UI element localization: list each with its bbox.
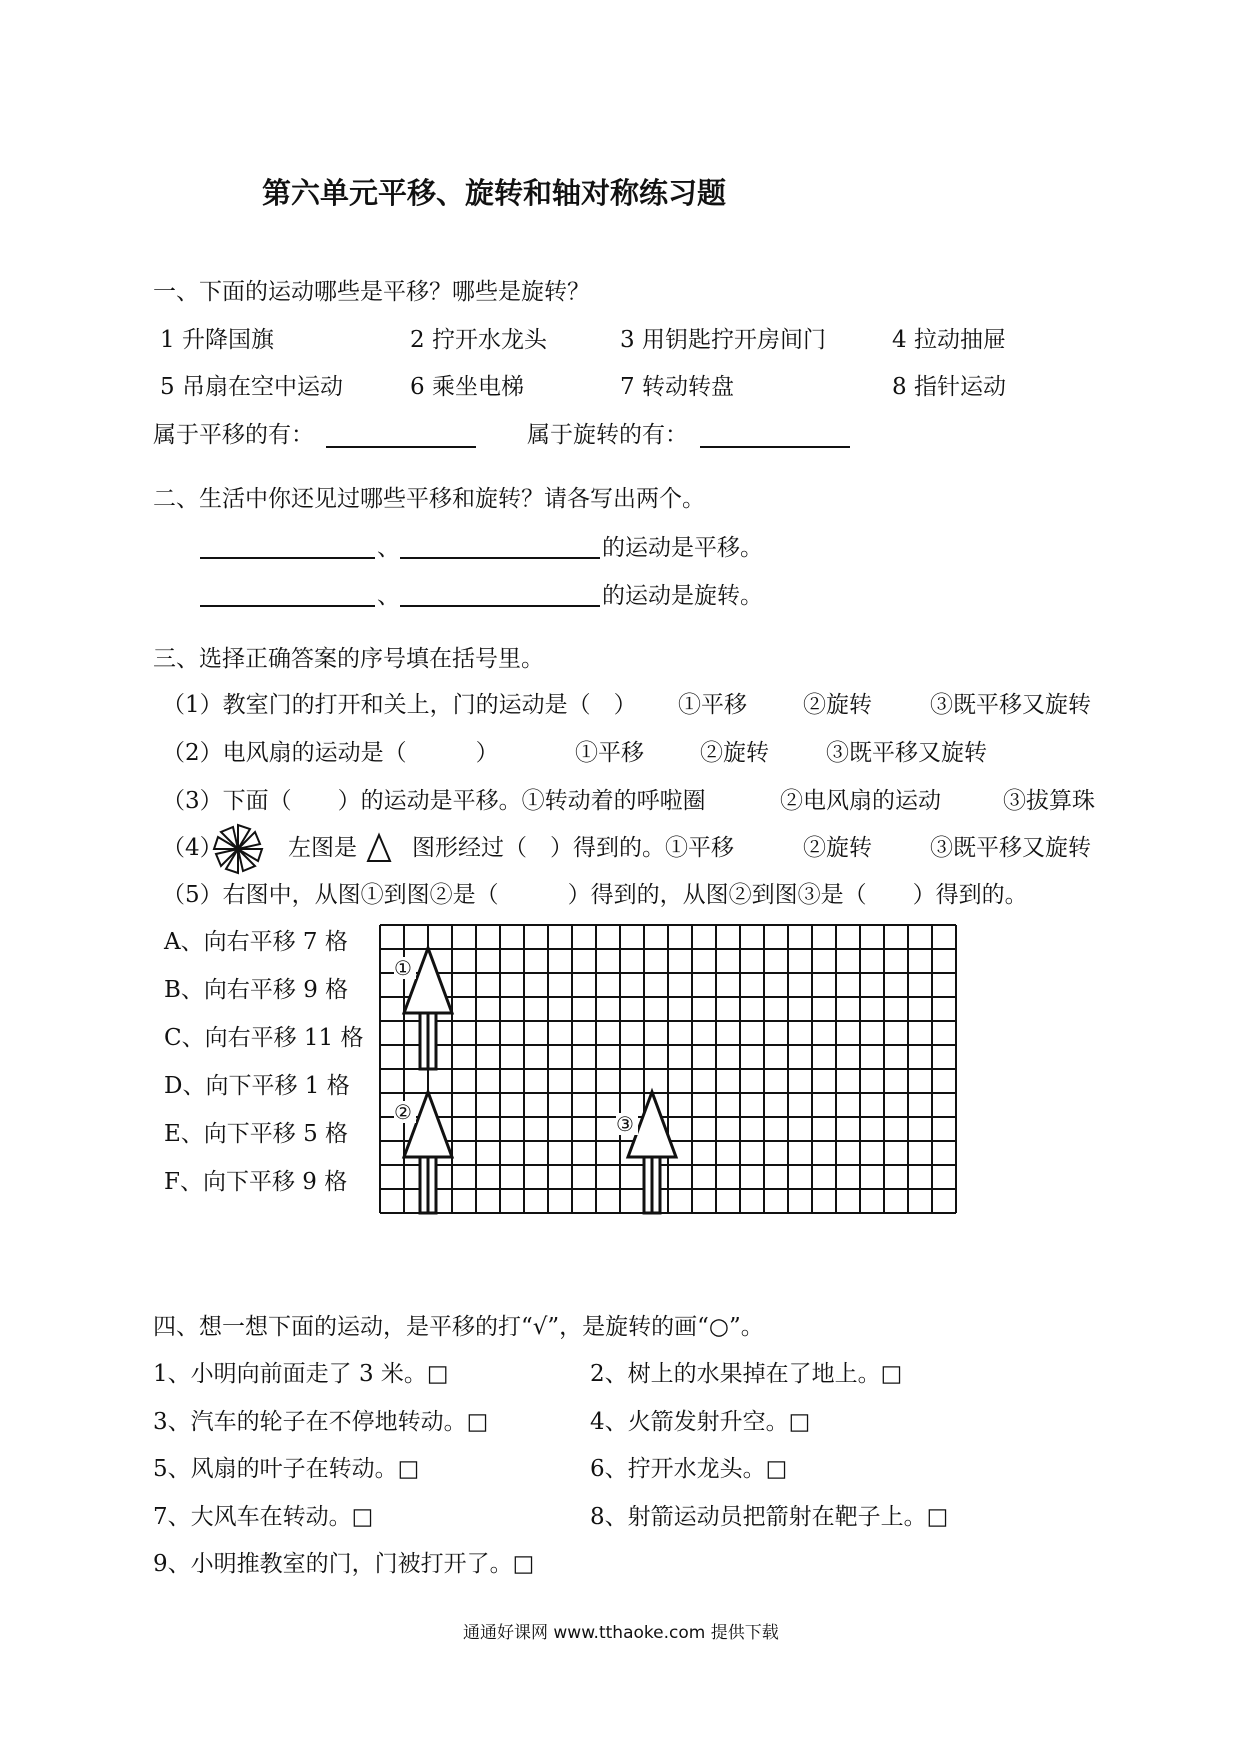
s4-item-8[interactable]: 8、射箭运动员把箭射在靶子上。□ [590,1504,949,1530]
q5-stem: （5）右图中，从图①到图②是（ ）得到的，从图②到图③是（ ）得到的。 [162,882,1028,908]
q3-option-2: ②电风扇的运动 [780,788,941,814]
translation-example-1-blank[interactable] [200,557,375,559]
pinwheel-figure [212,823,264,875]
page-title: 第六单元平移、旋转和轴对称练习题 [262,176,727,210]
q1-option-3: ③既平移又旋转 [930,692,1091,718]
s1-item-8: 8 指针运动 [892,374,1006,400]
footer-download-note: 通通好课网 www.tthaoke.com 提供下载 [463,1623,779,1643]
q3-option-3: ③拔算珠 [1003,788,1095,814]
section1-heading: 一、下面的运动哪些是平移？哪些是旋转？ [153,279,590,305]
translation-answer-blank[interactable] [326,446,476,448]
s4-item-1[interactable]: 1、小明向前面走了 3 米。□ [153,1361,449,1387]
s1-item-5: 5 吊扇在空中运动 [160,374,343,400]
choice-d: D、向下平移 1 格 [164,1073,350,1099]
s4-item-6[interactable]: 6、拧开水龙头。□ [590,1456,788,1482]
s1-item-4: 4 拉动抽屉 [892,327,1006,353]
s4-item-2[interactable]: 2、树上的水果掉在了地上。□ [590,1361,903,1387]
s4-item-9[interactable]: 9、小明推教室的门，门被打开了。□ [153,1551,535,1577]
choice-b: B、向右平移 9 格 [164,977,349,1003]
rotation-example-1-blank[interactable] [200,605,375,607]
triangle-figure [366,833,392,863]
translation-example-2-blank[interactable] [400,557,600,559]
s4-item-4[interactable]: 4、火箭发射升空。□ [590,1409,811,1435]
s4-item-5[interactable]: 5、风扇的叶子在转动。□ [153,1456,420,1482]
q2-option-3: ③既平移又旋转 [826,740,987,766]
grid-lines [380,925,956,1213]
grid-label-3: ③ [616,1112,634,1136]
s1-item-6: 6 乘坐电梯 [410,374,524,400]
rotation-example-2-blank[interactable] [400,605,600,607]
grid-label-2: ② [394,1100,412,1124]
grid-label-1: ① [394,956,412,980]
rotation-answer-blank[interactable] [700,446,850,448]
translation-grid [380,925,955,1225]
q4-option-3: ③既平移又旋转 [930,835,1091,861]
q4-number: （4） [162,835,223,861]
rotation-suffix: 的运动是旋转。 [602,583,763,609]
q1-option-2: ②旋转 [803,692,872,718]
s4-item-3[interactable]: 3、汽车的轮子在不停地转动。□ [153,1409,489,1435]
q2-stem: （2）电风扇的运动是（ ） [162,740,499,766]
section3-heading: 三、选择正确答案的序号填在括号里。 [153,646,544,672]
separator-2: 、 [377,583,400,609]
q4-option-2: ②旋转 [803,835,872,861]
q1-stem: （1）教室门的打开和关上，门的运动是（ ） [162,692,637,718]
section4-heading: 四、想一想下面的运动，是平移的打“√”，是旋转的画“○”。 [153,1314,764,1340]
s1-item-1: 1 升降国旗 [160,327,274,353]
section2-heading: 二、生活中你还见过哪些平移和旋转？请各写出两个。 [153,486,705,512]
q1-option-1: ①平移 [678,692,747,718]
q4-text-2: 图形经过（ ）得到的。①平移 [412,835,734,861]
q3-stem: （3）下面（ ）的运动是平移。①转动着的呼啦圈 [162,788,706,814]
choice-f: F、向下平移 9 格 [164,1169,348,1195]
q2-option-2: ②旋转 [700,740,769,766]
separator-1: 、 [377,535,400,561]
choice-c: C、向右平移 11 格 [164,1025,364,1051]
q4-text-1: 左图是 [288,835,357,861]
translation-label: 属于平移的有： [153,422,314,448]
s4-item-7[interactable]: 7、大风车在转动。□ [153,1504,374,1530]
q2-option-1: ①平移 [575,740,644,766]
s1-item-3: 3 用钥匙拧开房间门 [620,327,826,353]
rotation-label: 属于旋转的有： [527,422,688,448]
s1-item-7: 7 转动转盘 [620,374,734,400]
choice-a: A、向右平移 7 格 [164,929,348,955]
s1-item-2: 2 拧开水龙头 [410,327,547,353]
choice-e: E、向下平移 5 格 [164,1121,349,1147]
translation-suffix: 的运动是平移。 [602,535,763,561]
